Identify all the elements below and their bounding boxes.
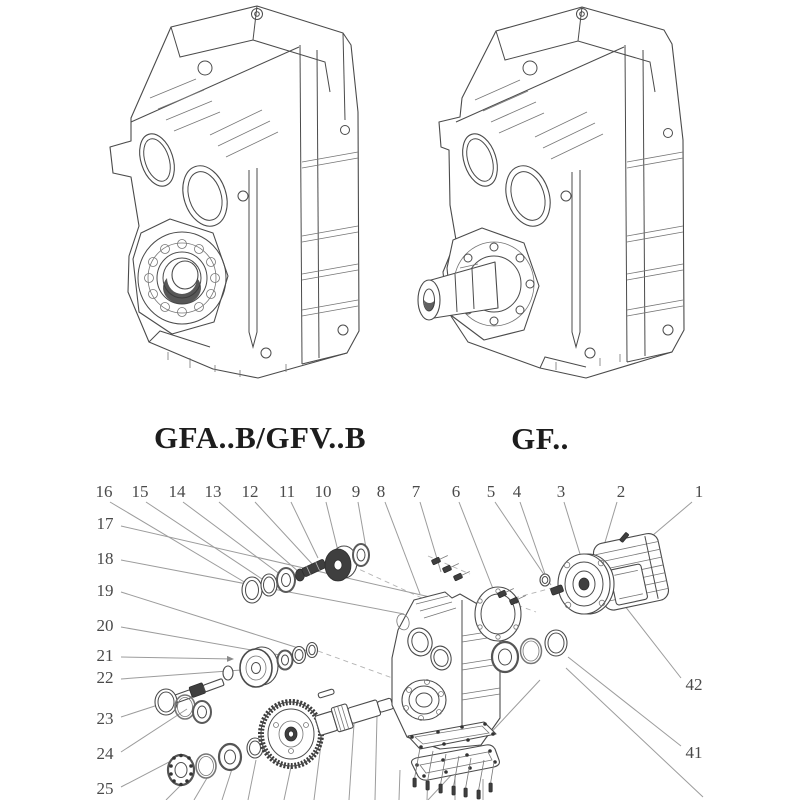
leader-line-22	[121, 669, 255, 679]
input-shaft-parts	[242, 544, 369, 603]
leader-line-8	[385, 502, 420, 594]
callout-number-4: 4	[512, 482, 522, 501]
callout-number-13: 13	[204, 482, 222, 501]
bearing	[278, 651, 293, 670]
leader-line-9	[358, 502, 366, 548]
terminal-box	[609, 564, 648, 606]
callout-number-7: 7	[411, 482, 421, 501]
callout-number-15: 15	[131, 482, 149, 501]
motor-flange	[558, 554, 614, 614]
output-shaft-parts	[155, 689, 396, 787]
callout-number-5: 5	[486, 482, 496, 501]
leader-line-41	[568, 657, 681, 746]
callout-number-42: 42	[685, 675, 703, 694]
leader-line-11	[291, 502, 318, 558]
bearing	[492, 642, 518, 672]
callout-number-8: 8	[376, 482, 386, 501]
output-shaft	[314, 691, 396, 738]
snap-ring	[196, 754, 216, 778]
callout-number-17: 17	[96, 514, 114, 533]
leader-line-15	[146, 502, 268, 583]
leader-line-19	[121, 592, 311, 652]
model-label-right: GF..	[511, 421, 569, 456]
callout-number-25: 25	[96, 779, 114, 798]
leader-line-6	[459, 502, 497, 599]
callout-number-24: 24	[96, 744, 114, 763]
assembled-drawing-gfab	[110, 6, 359, 378]
callout-number-14: 14	[168, 482, 186, 501]
motor-assembly	[540, 532, 670, 614]
leader-line-10	[326, 502, 338, 551]
callout-number-1: 1	[694, 482, 704, 501]
snap-ring	[521, 639, 542, 664]
leader-line-12	[255, 502, 314, 566]
bearing	[219, 744, 241, 770]
ball-bearing	[168, 754, 194, 787]
callout-number-2: 2	[616, 482, 626, 501]
assembled-drawing-gf	[418, 7, 684, 378]
leader-line-4	[520, 502, 546, 577]
leader-line-14	[183, 502, 285, 578]
callout-number-9: 9	[351, 482, 361, 501]
callout-number-10: 10	[314, 482, 332, 501]
callout-number-21: 21	[96, 646, 114, 665]
leader-line-21	[121, 657, 233, 659]
callout-number-18: 18	[96, 549, 114, 568]
model-label-left: GFA..B/GFV..B	[153, 420, 367, 455]
callout-number-23: 23	[96, 709, 114, 728]
leader-line-25	[121, 761, 171, 787]
intermediate-shaft-parts	[174, 643, 318, 704]
motor-washer	[540, 574, 550, 586]
callout-number-19: 19	[96, 581, 114, 600]
exploded-parts	[155, 532, 670, 799]
callout-number-20: 20	[96, 616, 114, 635]
callout-number-12: 12	[241, 482, 259, 501]
callout-number-6: 6	[451, 482, 461, 501]
bearing	[277, 568, 295, 592]
washer	[223, 666, 233, 680]
output-gear	[261, 702, 321, 766]
callout-number-3: 3	[556, 482, 566, 501]
callout-number-22: 22	[96, 668, 114, 687]
bearing	[193, 701, 211, 723]
leader-line-42	[621, 601, 681, 678]
output-bearing-boss	[133, 219, 228, 334]
leader-line-16	[110, 502, 251, 586]
leader-line-5	[495, 502, 551, 585]
shaft-key	[318, 689, 335, 698]
pinion-shaft	[301, 559, 327, 577]
housing-front-flange	[402, 680, 446, 721]
intermediate-gear	[240, 649, 272, 687]
callout-number-11: 11	[278, 482, 296, 501]
callout-number-41: 41	[685, 743, 703, 762]
callout-number-16: 16	[95, 482, 113, 501]
bearing	[353, 544, 369, 566]
